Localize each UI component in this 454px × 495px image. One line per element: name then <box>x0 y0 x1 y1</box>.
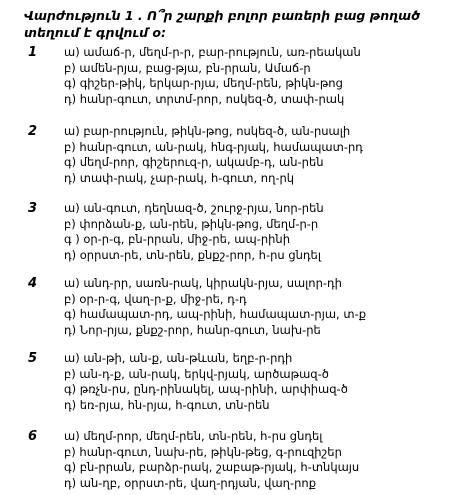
option-list <box>64 124 452 186</box>
exercise-number: 1 <box>28 45 38 60</box>
option-a: ա) մեղմ-րոր, մեղմ-րեն, տն-րեն, հ-րս ցնդել <box>64 429 323 443</box>
option-a: ա) բար-րություն, թիկն-թոց, ոսկեզ-ծ, ան-րսալի <box>64 124 351 138</box>
option-d: դ) ան-ղբ, օրրստ-րե, վաղ-րդյան, վաղ-րոք <box>64 475 317 490</box>
option-c: գ ) օր-ր-գ, բն-րրան, միջ-րե, ապ-րինի <box>64 232 290 246</box>
option-a: ա) ամաճ-ր, մեղմ-ր-ր, բար-րություն, առ-րեական <box>64 45 361 59</box>
exercise-number: 5 <box>28 351 38 366</box>
option-b: բ) հանր-գուտ, նախ-րե, թիկն-թեց, գ-րուզիշեր <box>64 444 342 459</box>
exercise-number: 6 <box>28 429 38 444</box>
exercise-number: 2 <box>28 124 38 139</box>
option-c: գ) համապատ-րդ, ապ-րինի, համապատ-րյա, տ-ք <box>64 307 367 321</box>
option-list <box>64 351 452 413</box>
option-list <box>64 201 452 263</box>
option-b: բ) օր-ր-գ, վաղ-ր-ք, միջ-րե, դ-դ <box>64 291 247 306</box>
option-d: դ) տափ-րակ, չար-րակ, հ-գուտ, ող-րկ <box>64 170 295 185</box>
option-d: դ) հանր-գուտ, տրտմ-րոր, ոսկեզ-ծ, տափ-րակ <box>64 91 345 106</box>
option-b: բ) ամեն-րյա, բաց-թյա, բն-րրան, Ամաճ-ր <box>64 60 311 75</box>
exercise-title: Վարժություն 1 . Ո՞ր շարքի բոլոր բառերի բաց թողած տեղում է գրվում օ: <box>24 8 420 40</box>
option-a: ա) ան-թի, ան-ք, ան-թևան, եղբ-ր-րդի <box>64 351 293 365</box>
option-b: բ) ան-դ-ք, ան-րակ, երկվ-րյակ, արծաթազ-ծ <box>64 366 329 381</box>
option-list <box>64 276 452 338</box>
option-c: գ) մեղմ-րոր, գիշերուզ-ր, ակամբ-դ, ան-րեն <box>64 155 324 169</box>
exercise-number: 3 <box>28 201 38 216</box>
option-d: դ) օրրստ-րե, տն-րեն, քնքշ-րոր, հ-րս ցնդել <box>64 247 321 262</box>
option-a: ա) անդ-րր, սառն-րակ, կիրակն-րյա, սալոր-դի <box>64 276 342 290</box>
option-list <box>64 429 452 491</box>
exercise-number: 4 <box>28 276 38 291</box>
option-b: բ) փորձան-ք, ան-րեն, թիկն-թոց, մեղմ-ր-ր <box>64 216 319 231</box>
option-c: գ) թռչն-րս, ընդ-րինակել, ապ-րինի, արփիազ-ծ <box>64 382 348 396</box>
option-d: դ) եռ-րյա, հն-րյա, հ-գուտ, տն-րեն <box>64 397 270 412</box>
option-b: բ) հանր-գուտ, ան-րակ, հնգ-րյակ, համապատ-րդ <box>64 139 363 154</box>
option-a: ա) ան-գուտ, դեղնազ-ծ, շուրջ-րյա, նոր-րեն <box>64 201 324 215</box>
option-c: գ) գիշեր-թիկ, երկար-րյա, մեղմ-րեն, թիկն-թոց <box>64 76 343 90</box>
option-d: դ) Նոր-րյա, քնքշ-րոր, հանր-գուտ, նախ-րե <box>64 322 321 337</box>
option-list <box>64 45 452 107</box>
option-c: գ) բն-րրան, բարձր-րակ, շաբաթ-րյակ, հ-տնկայս <box>64 460 360 474</box>
